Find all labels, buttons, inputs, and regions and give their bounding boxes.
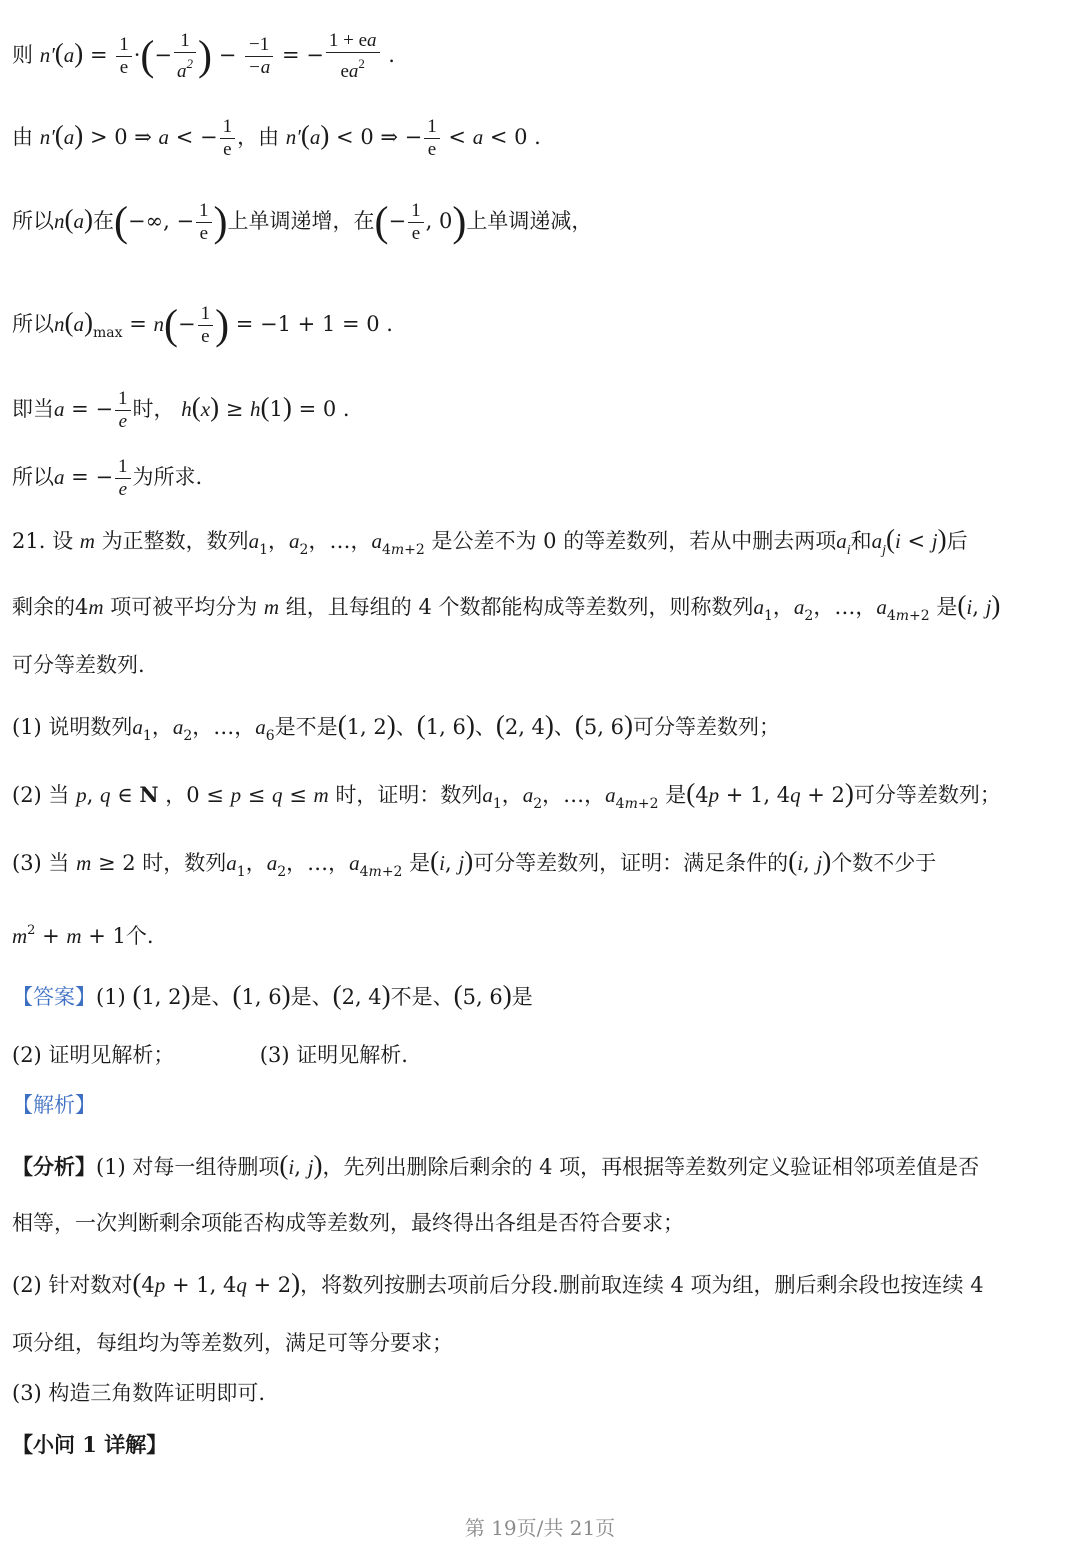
text: 不是、 (390, 985, 454, 1009)
text: 【分析】 (12, 1154, 96, 1179)
analysis-line5 (12, 1378, 1068, 1408)
text: (1) (96, 985, 126, 1009)
fraction: $\frac{1}{a^2}$ (174, 30, 196, 83)
text: (2) 当 (12, 783, 70, 807)
text: 在 (93, 209, 114, 233)
fraction: $\frac{1 + ea}{ea^2}$ (326, 30, 380, 83)
text: 后 (946, 529, 968, 553)
text: (3) 证明见解析. (259, 1043, 408, 1067)
text: 则 (12, 43, 33, 67)
fraction: $\frac{1}{e}$ (116, 34, 132, 79)
text: ，将数列按删去项前后分段.删前取连续 4 项为组，删后剩余段也按连续 4 (300, 1273, 984, 1297)
text: 是 (936, 595, 958, 619)
conclusion-line: 即当a = − $\frac{1}{e}$ 时， h(x) ≥ h(1) = 0 . (12, 388, 350, 432)
text: 相等，一次判断剩余项能否构成等差数列，最终得出各组是否符合要求； (12, 1211, 684, 1235)
answer-section-line2 (12, 1040, 1068, 1070)
text: 项可被平均分为 (110, 595, 258, 619)
text: 可分等差数列； (633, 715, 780, 739)
text: 是不是 (274, 715, 338, 739)
text: (3) 当 (12, 851, 70, 875)
text: 时， (132, 397, 175, 421)
part-2-line: (2) 当 p, q ∈ N ，0 ≤ p ≤ q ≤ m 时，证明：数列$a_1$，$a_2$，…，$a_{4m+2}$ 是(4p + 1, 4q + 2)可分等差数列； (12, 778, 1001, 812)
text: 可分等差数列，证明：满足条件的 (473, 851, 789, 875)
text: 是 (409, 851, 431, 875)
part-3-line1: (3) 当 m ≥ 2 时，数列$a_1$，$a_2$，…，$a_{4m+2}$ 是(i, j)可分等差数列，证明：满足条件的(i, j)个数不少于 (12, 846, 937, 880)
monotonic-condition-line: 由 n′(a) > 0 ⇒ a < − $\frac{1}{e}$ ，由 n′(a) < 0 ⇒ − $\frac{1}{e}$ < a < 0 . (12, 116, 541, 160)
fraction: $\frac{1}{e}$ (196, 200, 212, 245)
text: ，先列出删除后剩余的 4 项，再根据等差数列定义验证相邻项差值是否 (322, 1155, 980, 1179)
analysis-line2 (12, 1208, 1068, 1238)
text: 所以 (12, 465, 54, 489)
text: 可分等差数列； (853, 783, 1001, 807)
text: 个. (125, 924, 154, 948)
answer-section-line1: 【答案】(1) (1, 2)是、(1, 6)是、(2, 4)不是、(5, 6)是 (12, 980, 533, 1010)
text: 即当 (12, 397, 54, 421)
question-21-line3 (12, 650, 1068, 680)
question-21-line2: 剩余的4m 项可被平均分为 m 组，且每组的 4 个数都能构成等差数列，则称数列$a_1$，$a_2$，…，$a_{4m+2}$ 是(i, j) (12, 590, 1001, 624)
text: 项分组，每组均为等差数列，满足可等分要求； (12, 1331, 453, 1355)
text: 时，证明：数列 (335, 783, 483, 807)
text: (2) 针对数对 (12, 1273, 133, 1297)
fraction: $\frac{1}{e}$ (220, 116, 236, 161)
text: (3) 构造三角数阵证明即可. (12, 1381, 266, 1405)
detail-heading (12, 1430, 1068, 1460)
text: (1) 对每一组待删项 (96, 1155, 280, 1179)
text: 21. 设 (12, 529, 74, 553)
text: 是 (665, 783, 687, 807)
text: 为正整数，数列 (101, 529, 249, 553)
fraction: $\frac{1}{e}$ (408, 200, 424, 245)
text: 上单调递增，在 (227, 209, 375, 233)
text: 和 (850, 529, 872, 553)
derivative-line: 则 n′(a) = $\frac{1}{e}$ ·(− $\frac{1}{a^2}$ ) − $\frac{-1}{-a}$ = − $\frac{1 + ea}{ea^2}$ . (12, 30, 395, 82)
text: 【小问 1 详解】 (12, 1432, 168, 1457)
text: ，由 (237, 125, 280, 149)
fraction: $\frac{1}{e}$ (198, 303, 214, 348)
text: 所以 (12, 312, 54, 336)
text: 是、 (290, 985, 333, 1009)
text: 是公差不为 0 的等差数列，若从中删去两项 (431, 529, 837, 553)
answer-tag: 【答案】 (12, 985, 96, 1009)
page-footer: 第 19页/共 21页 (464, 1516, 616, 1540)
text: 由 (12, 125, 33, 149)
text: 所以 (12, 209, 54, 233)
text: 为所求. (132, 465, 203, 489)
text: 可分等差数列. (12, 653, 145, 677)
text: 组，且每组的 4 个数都能构成等差数列，则称数列 (285, 595, 754, 619)
question-21-line1: 21. 设 m 为正整数，数列$a_1$，$a_2$，…，$a_{4m+2}$ 是公差不为 0 的等差数列，若从中删去两项$a_i$和$a_j(i < j)$后 (12, 524, 968, 558)
text: 是、 (190, 985, 233, 1009)
text: 是 (511, 985, 533, 1009)
max-value-line: 所以$n(a)_{max} = n(-$ $\frac{1}{e}$ ) = −1 + 1 = 0 . (12, 302, 393, 349)
answer-line: 所以a = − $\frac{1}{e}$ 为所求. (12, 456, 203, 500)
fraction: $\frac{1}{e}$ (115, 456, 131, 501)
analysis-tag: 【解析】 (12, 1093, 96, 1117)
text: 时，数列 (142, 851, 227, 875)
analysis-heading (12, 1090, 1068, 1120)
text: 上单调递减， (466, 209, 593, 233)
text: (2) 证明见解析； (12, 1043, 175, 1067)
part-3-line2: $m^2 + m + 1$个. (12, 923, 154, 948)
analysis-line3: (2) 针对数对(4p + 1, 4q + 2)，将数列按删去项前后分段.删前取连续 4 项为组，删后剩余段也按连续 4 (12, 1268, 984, 1298)
monotonic-interval-line: 所以n(a)在(−∞, − $\frac{1}{e}$ )上单调递增，在(− $\frac{1}{e}$ , 0)上单调递减， (12, 199, 593, 246)
text: (1) 说明数列 (12, 715, 133, 739)
analysis-line1: 【分析】(1) 对每一组待删项(i, j)，先列出删除后剩余的 4 项，再根据等差数列定义验证相邻项差值是否 (12, 1150, 980, 1180)
part-1-line: (1) 说明数列$a_1$，$a_2$，…，$a_6$是不是(1, 2)、(1, 6)、(2, 4)、(5, 6)可分等差数列； (12, 710, 780, 744)
analysis-line4 (12, 1328, 1068, 1358)
fraction: $\frac{1}{e}$ (115, 388, 131, 433)
fraction: $\frac{1}{e}$ (424, 116, 440, 161)
text: 剩余的 (12, 595, 75, 619)
fraction: $\frac{-1}{-a}$ (245, 34, 273, 79)
text: 个数不少于 (831, 851, 937, 875)
